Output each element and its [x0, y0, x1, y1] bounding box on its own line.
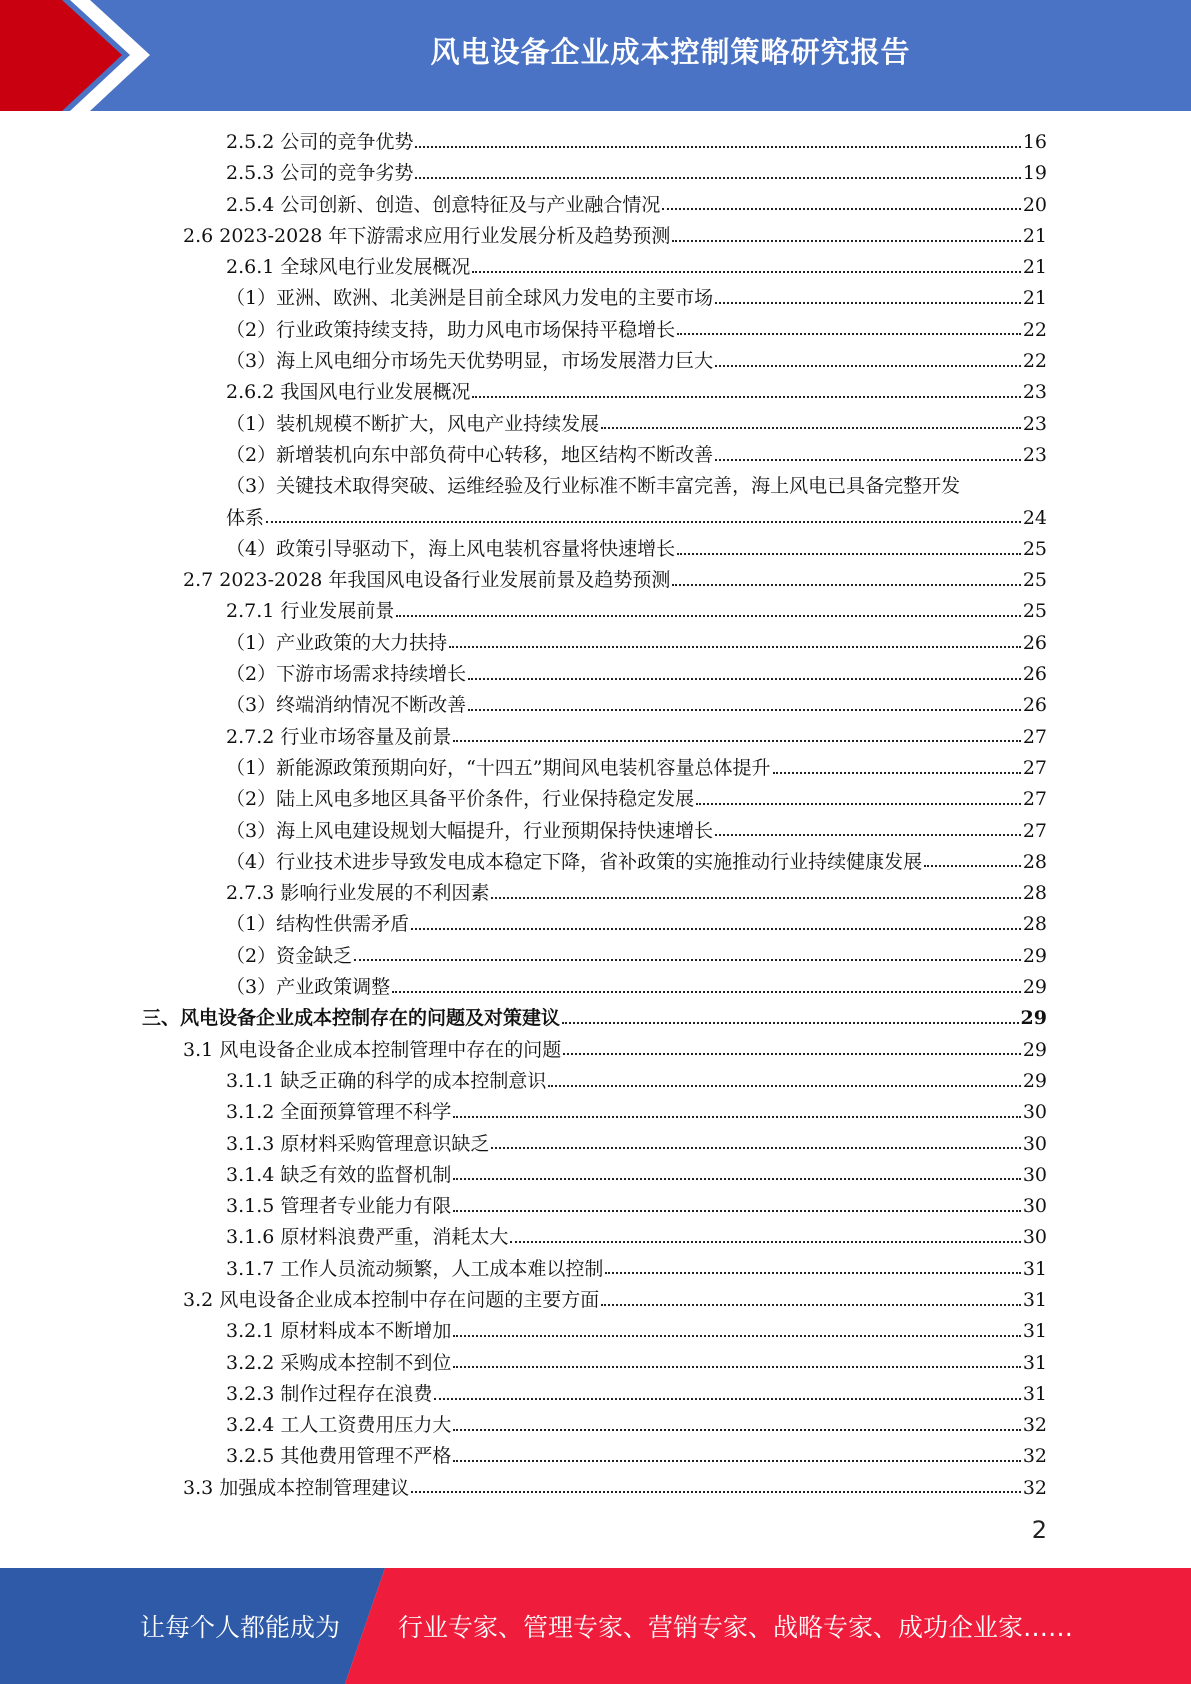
toc-entry-title: （2）资金缺乏	[226, 944, 353, 967]
toc-leader-dots	[453, 1366, 1020, 1368]
toc-entry-title: （3）终端消纳情况不断改善	[226, 694, 467, 717]
toc-entry-title: 2.5.3 公司的竞争劣势	[226, 162, 414, 185]
toc-leader-dots	[415, 177, 1020, 179]
toc-entry-page: 27	[1022, 819, 1047, 842]
toc-leader-dots	[605, 1272, 1020, 1274]
toc-leader-dots	[468, 678, 1021, 680]
toc-entry[interactable]	[0, 565, 1191, 596]
toc-entry-page: 31	[1022, 1288, 1047, 1311]
toc-entry[interactable]	[0, 1379, 1191, 1410]
toc-leader-dots	[266, 521, 1021, 523]
toc-leader-dots	[434, 1398, 1020, 1400]
toc-entry-page: 29	[1022, 944, 1047, 967]
toc-entry-page: 28	[1022, 882, 1047, 905]
toc-entry-title: （1）结构性供需矛盾	[226, 913, 410, 936]
toc-leader-dots	[563, 1053, 1021, 1055]
toc-entry-page: 27	[1022, 788, 1047, 811]
toc-entry-page: 31	[1022, 1351, 1047, 1374]
toc-entry-page: 29	[1022, 1038, 1047, 1061]
toc-leader-dots	[601, 1304, 1021, 1306]
toc-entry-page: 16	[1022, 131, 1047, 153]
toc-leader-dots	[453, 1429, 1020, 1431]
toc-entry[interactable]	[0, 1191, 1191, 1222]
toc-entry-page: 30	[1022, 1101, 1047, 1124]
toc-entry[interactable]	[0, 1097, 1191, 1128]
page-footer	[0, 1568, 1191, 1684]
toc-entry[interactable]	[0, 816, 1191, 847]
toc-leader-dots	[453, 1335, 1020, 1337]
toc-entry[interactable]	[0, 753, 1191, 784]
toc-entry-page: 21	[1022, 287, 1047, 310]
toc-entry[interactable]	[0, 941, 1191, 972]
toc-entry[interactable]	[0, 1441, 1191, 1472]
toc-entry[interactable]	[0, 1035, 1191, 1066]
page-header	[0, 0, 1191, 111]
toc-leader-dots	[453, 740, 1020, 742]
toc-leader-dots	[411, 1491, 1021, 1493]
toc-entry-title: 2.6.1 全球风电行业发展概况	[226, 256, 471, 279]
toc-leader-dots	[415, 146, 1020, 148]
toc-entry[interactable]	[0, 377, 1191, 408]
toc-leader-dots	[677, 333, 1021, 335]
toc-leader-dots	[510, 1241, 1020, 1243]
toc-entry-title: 3.2.4 工人工资费用压力大	[226, 1414, 452, 1437]
toc-leader-dots	[773, 772, 1021, 774]
toc-entry-page: 23	[1022, 443, 1047, 466]
toc-entry[interactable]	[0, 1254, 1191, 1285]
toc-leader-dots	[662, 208, 1020, 210]
page-number: 2	[1031, 1516, 1047, 1544]
toc-entry-page: 26	[1022, 663, 1047, 686]
toc-entry-title: （1）亚洲、欧洲、北美洲是目前全球风力发电的主要市场	[226, 287, 714, 310]
toc-entry-title: （3）关键技术取得突破、运维经验及行业标准不断丰富完善，海上风电已具备完整开发	[226, 475, 961, 498]
toc-leader-dots	[453, 1210, 1020, 1212]
toc-entry-page: 27	[1022, 756, 1047, 779]
toc-entry-title: 2.5.2 公司的竞争优势	[226, 131, 414, 153]
toc-leader-dots	[562, 1022, 1019, 1024]
toc-leader-dots	[453, 1116, 1020, 1118]
toc-entry-page: 27	[1022, 725, 1047, 748]
toc-leader-dots	[715, 302, 1021, 304]
toc-leader-dots	[472, 396, 1020, 398]
toc-entry[interactable]	[0, 628, 1191, 659]
toc-entry[interactable]	[0, 127, 1191, 158]
footer-slogan-left: 让每个人都能成为	[140, 1613, 341, 1642]
toc-leader-dots	[453, 1460, 1020, 1462]
toc-entry-title: 3.1.4 缺乏有效的监督机制	[226, 1163, 452, 1186]
toc-entry-page: 24	[1022, 506, 1047, 529]
toc-entry[interactable]	[0, 1348, 1191, 1379]
toc-entry-page: 31	[1022, 1257, 1047, 1280]
toc-entry[interactable]	[0, 659, 1191, 690]
toc-entry[interactable]	[0, 471, 1191, 502]
toc-entry-page: 30	[1022, 1163, 1047, 1186]
toc-entry-title: 2.6 2023-2028 年下游需求应用行业发展分析及趋势预测	[183, 224, 671, 247]
toc-entry[interactable]	[0, 722, 1191, 753]
toc-entry[interactable]	[0, 1473, 1191, 1504]
toc-leader-dots	[453, 1178, 1020, 1180]
toc-entry-title: 3.1.1 缺乏正确的科学的成本控制意识	[226, 1069, 547, 1092]
toc-leader-dots	[548, 1085, 1020, 1087]
toc-entry[interactable]	[0, 346, 1191, 377]
toc-entry-page: 23	[1022, 412, 1047, 435]
toc-entry-title: 3.2.1 原材料成本不断增加	[226, 1320, 452, 1343]
toc-leader-dots	[672, 240, 1020, 242]
toc-entry-title: 3.1.2 全面预算管理不科学	[226, 1101, 452, 1124]
report-title: 风电设备企业成本控制策略研究报告	[430, 34, 911, 69]
toc-entry[interactable]	[0, 221, 1191, 252]
toc-entry-page: 30	[1022, 1132, 1047, 1155]
toc-leader-dots	[354, 959, 1021, 961]
toc-entry-page: 32	[1022, 1414, 1047, 1437]
toc-entry[interactable]	[0, 440, 1191, 471]
toc-entry-title: 体系	[226, 506, 265, 529]
toc-entry[interactable]	[0, 1160, 1191, 1191]
toc-entry-page: 25	[1022, 600, 1047, 623]
toc-entry-title: （4）行业技术进步导致发电成本稳定下降，省补政策的实施推动行业持续健康发展	[226, 850, 923, 873]
toc-entry-page: 22	[1022, 350, 1047, 373]
toc-entry-page: 31	[1022, 1382, 1047, 1405]
toc-entry-title: （1）装机规模不断扩大，风电产业持续发展	[226, 412, 600, 435]
toc-entry-page: 32	[1022, 1445, 1047, 1468]
toc-entry-page: 29	[1022, 1069, 1047, 1092]
toc-entry-title: 2.6.2 我国风电行业发展概况	[226, 381, 471, 404]
toc-entry-title: 3.1.6 原材料浪费严重，消耗太大	[226, 1226, 509, 1249]
toc-entry-page: 21	[1022, 224, 1047, 247]
toc-entry[interactable]	[0, 878, 1191, 909]
toc-leader-dots	[396, 615, 1020, 617]
toc-entry-title: 2.7 2023-2028 年我国风电设备行业发展前景及趋势预测	[183, 569, 671, 592]
toc-entry-page: 31	[1022, 1320, 1047, 1343]
footer-slogan-right: 行业专家、管理专家、营销专家、战略专家、成功企业家……	[398, 1613, 1074, 1642]
toc-leader-dots	[715, 834, 1021, 836]
toc-entry-page: 26	[1022, 694, 1047, 717]
toc-leader-dots	[924, 865, 1021, 867]
toc-entry-title: 3.1 风电设备企业成本控制管理中存在的问题	[183, 1038, 562, 1061]
toc-entry-title: （2）下游市场需求持续增长	[226, 663, 467, 686]
toc-leader-dots	[411, 928, 1021, 930]
toc-entry[interactable]	[0, 909, 1191, 940]
toc-leader-dots	[696, 803, 1021, 805]
toc-entry-page: 30	[1022, 1226, 1047, 1249]
toc-entry-page: 22	[1022, 318, 1047, 341]
toc-entry[interactable]	[0, 1003, 1191, 1034]
toc-leader-dots	[468, 709, 1021, 711]
toc-entry-title: 2.7.3 影响行业发展的不利因素	[226, 882, 490, 905]
toc-leader-dots	[715, 365, 1021, 367]
toc-entry[interactable]	[0, 1316, 1191, 1347]
toc-leader-dots	[392, 991, 1021, 993]
toc-entry-page: 32	[1022, 1476, 1047, 1499]
toc-entry-page: 25	[1022, 569, 1047, 592]
toc-entry-page: 28	[1022, 913, 1047, 936]
toc-entry-title: （1）产业政策的大力扶持	[226, 631, 448, 654]
table-of-contents	[0, 127, 1191, 1504]
toc-entry-page: 25	[1022, 537, 1047, 560]
toc-entry-title: （2）新增装机向东中部负荷中心转移，地区结构不断改善	[226, 443, 714, 466]
toc-entry[interactable]	[0, 847, 1191, 878]
toc-entry[interactable]	[0, 690, 1191, 721]
toc-entry-title: （3）海上风电细分市场先天优势明显，市场发展潜力巨大	[226, 350, 714, 373]
toc-entry[interactable]	[0, 596, 1191, 627]
toc-leader-dots	[491, 1147, 1020, 1149]
toc-entry-page: 29	[1020, 1007, 1047, 1030]
toc-entry-page: 30	[1022, 1195, 1047, 1218]
toc-entry-title: （1）新能源政策预期向好，“十四五”期间风电装机容量总体提升	[226, 756, 771, 779]
toc-entry[interactable]	[0, 190, 1191, 221]
toc-entry[interactable]	[0, 503, 1191, 534]
toc-entry[interactable]	[0, 1285, 1191, 1316]
toc-entry-title: 3.1.3 原材料采购管理意识缺乏	[226, 1132, 490, 1155]
toc-entry-title: 3.1.7 工作人员流动频繁，人工成本难以控制	[226, 1257, 604, 1280]
toc-entry-page: 20	[1022, 193, 1047, 216]
toc-entry-title: 3.3 加强成本控制管理建议	[183, 1476, 410, 1499]
toc-entry[interactable]	[0, 1066, 1191, 1097]
toc-entry[interactable]	[0, 283, 1191, 314]
toc-entry-title: （3）海上风电建设规划大幅提升，行业预期保持快速增长	[226, 819, 714, 842]
toc-entry-title: 2.5.4 公司创新、创造、创意特征及与产业融合情况	[226, 193, 661, 216]
toc-entry-page: 23	[1022, 381, 1047, 404]
toc-entry-title: 3.2.3 制作过程存在浪费	[226, 1382, 433, 1405]
toc-entry[interactable]	[0, 534, 1191, 565]
toc-entry-page: 28	[1022, 850, 1047, 873]
toc-leader-dots	[672, 584, 1020, 586]
toc-entry-title: （3）产业政策调整	[226, 976, 391, 999]
toc-entry-title: （2）陆上风电多地区具备平价条件，行业保持稳定发展	[226, 788, 695, 811]
toc-entry[interactable]	[0, 252, 1191, 283]
toc-leader-dots	[677, 553, 1021, 555]
toc-entry-title: 2.7.2 行业市场容量及前景	[226, 725, 452, 748]
toc-entry[interactable]	[0, 1222, 1191, 1253]
toc-entry-title: 3.2 风电设备企业成本控制中存在问题的主要方面	[183, 1288, 600, 1311]
toc-entry[interactable]	[0, 315, 1191, 346]
toc-leader-dots	[601, 427, 1021, 429]
toc-leader-dots	[715, 459, 1021, 461]
toc-entry-page: 29	[1022, 976, 1047, 999]
toc-entry-page: 19	[1022, 162, 1047, 185]
toc-entry-title: 2.7.1 行业发展前景	[226, 600, 395, 623]
toc-entry[interactable]	[0, 158, 1191, 189]
toc-entry-page: 26	[1022, 631, 1047, 654]
toc-entry[interactable]	[0, 1410, 1191, 1441]
toc-entry[interactable]	[0, 784, 1191, 815]
toc-leader-dots	[449, 646, 1021, 648]
toc-leader-dots	[491, 897, 1020, 899]
toc-entry-title: 3.2.2 采购成本控制不到位	[226, 1351, 452, 1374]
toc-entry-title: 三、风电设备企业成本控制存在的问题及对策建议	[142, 1007, 561, 1030]
toc-entry-title: （2）行业政策持续支持，助力风电市场保持平稳增长	[226, 318, 676, 341]
toc-entry-title: （4）政策引导驱动下，海上风电装机容量将快速增长	[226, 537, 676, 560]
toc-entry[interactable]	[0, 1129, 1191, 1160]
toc-entry[interactable]	[0, 409, 1191, 440]
toc-entry-title: 3.1.5 管理者专业能力有限	[226, 1195, 452, 1218]
toc-entry-page: 21	[1022, 256, 1047, 279]
toc-entry[interactable]	[0, 972, 1191, 1003]
toc-entry-title: 3.2.5 其他费用管理不严格	[226, 1445, 452, 1468]
toc-leader-dots	[472, 271, 1020, 273]
